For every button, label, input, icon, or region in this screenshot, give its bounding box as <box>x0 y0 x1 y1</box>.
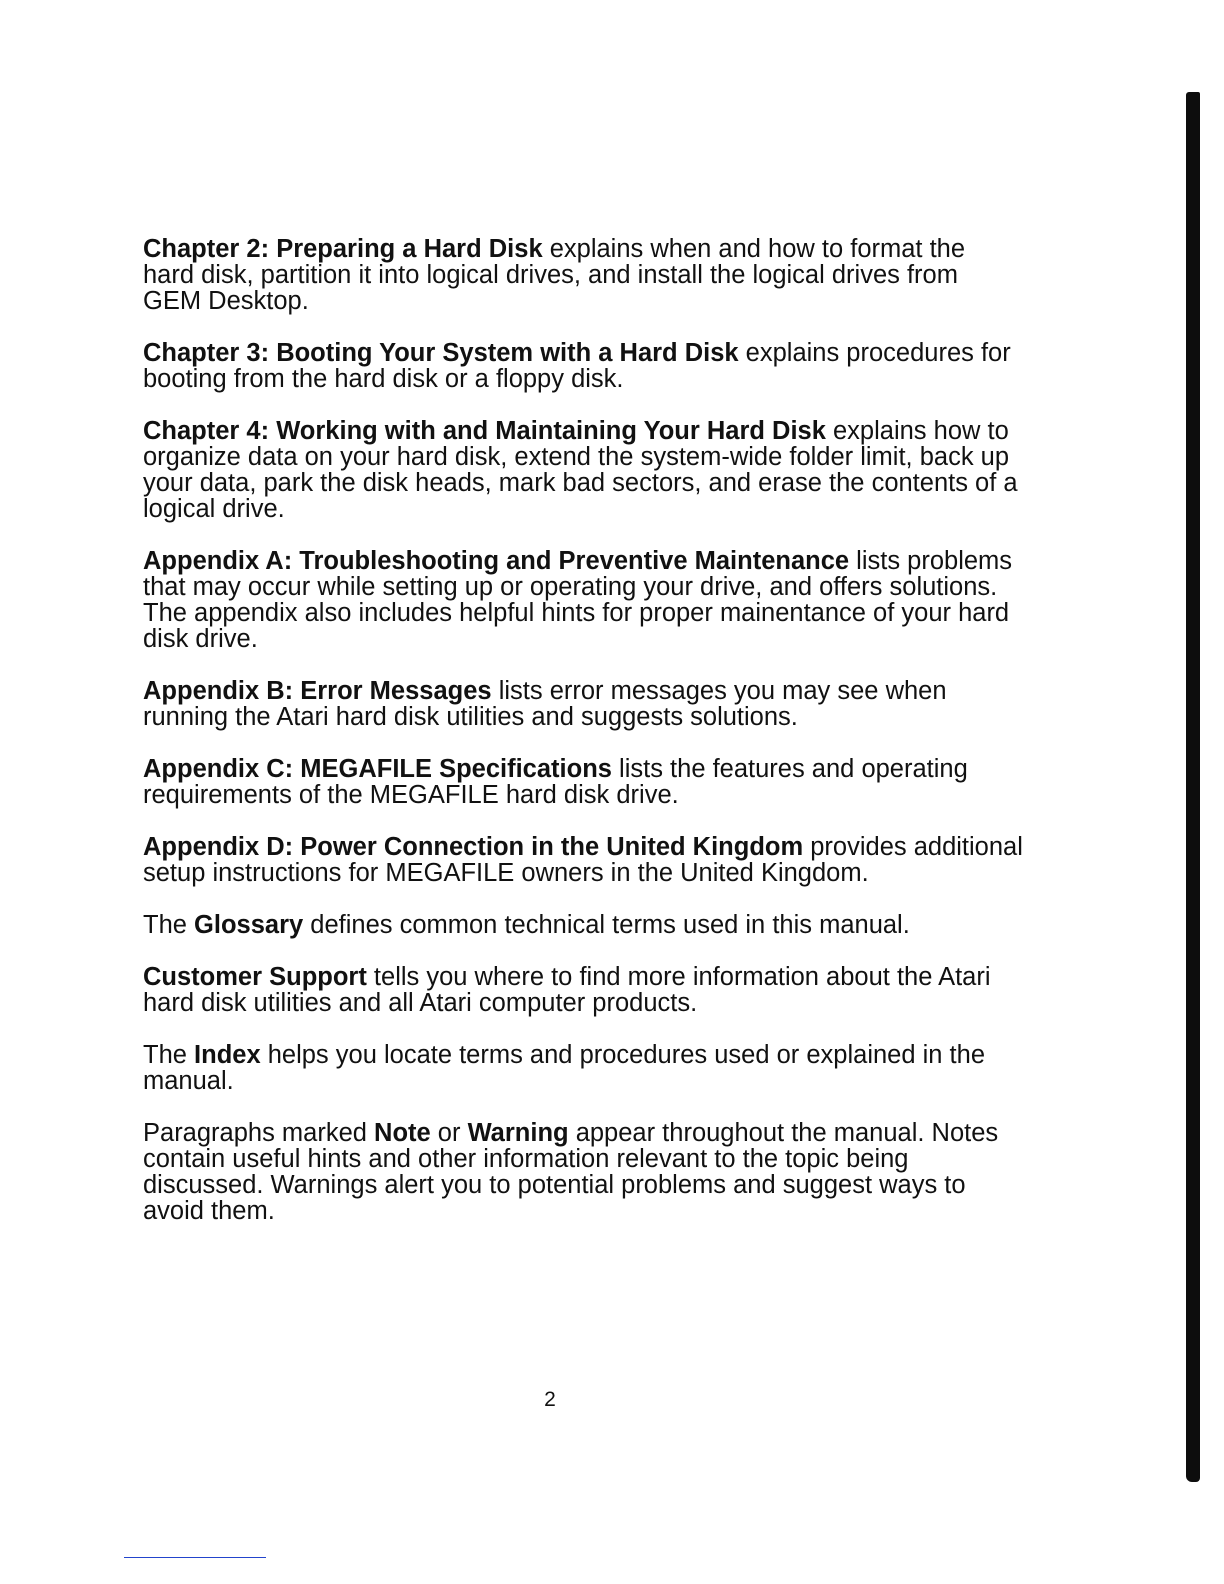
chapter-4-heading: Chapter 4: Working with and Maintaining Your Hard Disk <box>143 417 826 445</box>
chapter-3-heading: Chapter 3: Booting Your System with a Hard Disk <box>143 339 739 367</box>
page-body <box>143 236 1023 1250</box>
appendix-a-description: Appendix A: Troubleshooting and Preventive Maintenance lists problems that may occur while setting up or operating your drive, and offers solutions. The appendix also includes helpful hints for proper mainentance of your hard disk drive. <box>143 547 1013 653</box>
chapter-4-description: Chapter 4: Working with and Maintaining Your Hard Disk explains how to organize data on your hard disk, extend the system-wide folder limit, back up your data, park the disk heads, mark bad sectors, and erase the contents of a logical drive. <box>143 417 1018 523</box>
appendix-a-heading: Appendix A: Troubleshooting and Preventive Maintenance <box>143 547 850 575</box>
index-heading: Index <box>194 1041 261 1069</box>
glossary-heading: Glossary <box>194 911 304 939</box>
scan-artifact-line <box>124 1557 266 1558</box>
chapter-2-description: Chapter 2: Preparing a Hard Disk explains when and how to format the hard disk, partition it into logical drives, and install the logical drives from GEM Desktop. <box>143 235 966 315</box>
appendix-d-description: Appendix D: Power Connection in the United Kingdom provides additional setup instructions for MEGAFILE owners in the United Kingdom. <box>143 833 1023 887</box>
warning-term: Warning <box>467 1119 569 1147</box>
appendix-b-heading: Appendix B: Error Messages <box>143 677 492 705</box>
index-description: The Index helps you locate terms and procedures used or explained in the manual. <box>143 1041 985 1095</box>
customer-support-heading: Customer Support <box>143 963 367 991</box>
note-term: Note <box>374 1119 431 1147</box>
appendix-b-description: Appendix B: Error Messages lists error messages you may see when running the Atari hard disk utilities and suggests solutions. <box>143 677 947 731</box>
page-number: 2 <box>544 1388 556 1411</box>
glossary-description: The Glossary defines common technical terms used in this manual. <box>143 911 910 939</box>
appendix-c-description: Appendix C: MEGAFILE Specifications lists the features and operating requirements of the MEGAFILE hard disk drive. <box>143 755 968 809</box>
appendix-c-heading: Appendix C: MEGAFILE Specifications <box>143 755 612 783</box>
appendix-d-heading: Appendix D: Power Connection in the United Kingdom <box>143 833 804 861</box>
chapter-3-description: Chapter 3: Booting Your System with a Hard Disk explains procedures for booting from the hard disk or a floppy disk. <box>143 339 1011 393</box>
notes-warnings-description: Paragraphs marked Note or Warning appear throughout the manual. Notes contain useful hints and other information relevant to the topic being discussed. Warnings alert you to potential problems and suggest ways to avoid them. <box>143 1119 999 1225</box>
scan-edge-shadow <box>1186 92 1200 1482</box>
chapter-2-heading: Chapter 2: Preparing a Hard Disk <box>143 235 543 263</box>
customer-support-description: Customer Support tells you where to find more information about the Atari hard disk utilities and all Atari computer products. <box>143 963 991 1017</box>
